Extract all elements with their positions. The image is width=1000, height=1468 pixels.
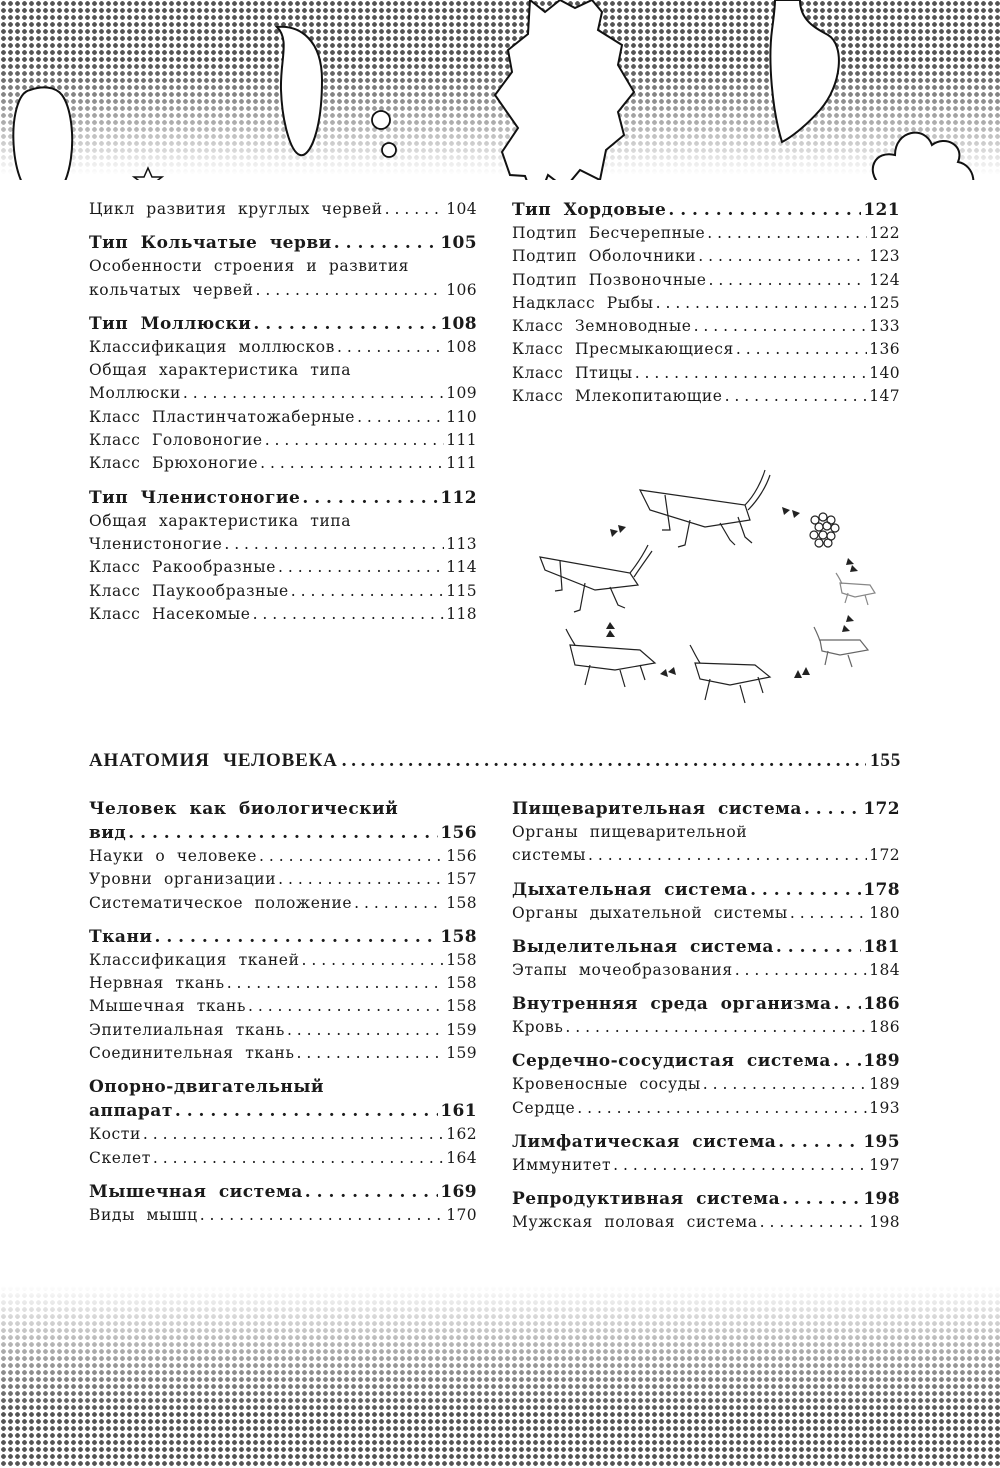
toc-entry[interactable]: Класс Паукообразные . . . 115 bbox=[89, 580, 477, 603]
toc-entry[interactable]: Классификация моллюсков . . . 108 bbox=[89, 336, 477, 359]
toc-entry[interactable]: Мышечная ткань . . . 158 bbox=[89, 995, 477, 1018]
toc-entry[interactable]: Уровни организации . . . 157 bbox=[89, 868, 477, 891]
decorative-shapes bbox=[0, 0, 1000, 180]
toc-group bbox=[512, 1130, 900, 1177]
toc-group bbox=[89, 198, 477, 221]
toc-entry[interactable]: Членистоногие . . . 113 bbox=[89, 533, 477, 556]
toc-heading-line: Человек как биологический bbox=[89, 799, 399, 819]
toc-entry[interactable]: Мужская половая система . . . 198 bbox=[512, 1211, 900, 1234]
toc-entry[interactable]: Моллюски . . . 109 bbox=[89, 382, 477, 405]
grasshopper-adult-icon bbox=[640, 470, 770, 547]
toc-group bbox=[512, 992, 900, 1039]
toc-entry[interactable]: Цикл развития круглых червей . . . 104 bbox=[89, 198, 477, 221]
toc-entry[interactable]: Класс Птицы . . . 140 bbox=[512, 362, 900, 385]
anatomy-right-column bbox=[512, 797, 900, 1245]
toc-group bbox=[89, 312, 477, 476]
grasshopper-nymph-icon bbox=[566, 629, 655, 687]
toc-entry[interactable]: Подтип Позвоночные . . . 124 bbox=[512, 269, 900, 292]
toc-entry[interactable]: Класс Пресмыкающиеся . . . 136 bbox=[512, 338, 900, 361]
toc-entry[interactable]: Подтип Бесчерепные . . . 122 bbox=[512, 222, 900, 245]
halftone-bottom-band bbox=[0, 1285, 1000, 1468]
anatomy-left-column bbox=[89, 797, 477, 1237]
toc-entry[interactable]: Класс Насекомые . . . 118 bbox=[89, 603, 477, 626]
toc-heading[interactable]: вид . . . 156 bbox=[89, 821, 477, 845]
toc-group bbox=[89, 486, 477, 626]
grasshopper-nymph-icon bbox=[814, 627, 868, 667]
toc-entry[interactable]: Класс Головоногие . . . 111 bbox=[89, 429, 477, 452]
toc-entry[interactable]: системы . . . 172 bbox=[512, 844, 900, 867]
toc-entry[interactable]: Органы дыхательной системы . . . 180 bbox=[512, 902, 900, 925]
toc-entry-line: Особенности строения и развития bbox=[89, 257, 409, 276]
toc-entry[interactable]: Систематическое положение . . . 158 bbox=[89, 892, 477, 915]
toc-heading[interactable]: аппарат . . . 161 bbox=[89, 1099, 477, 1123]
toc-heading[interactable]: Сердечно-сосудистая система . . . 189 bbox=[512, 1049, 900, 1073]
toc-entry-line: Органы пищеварительной bbox=[512, 823, 748, 841]
toc-heading[interactable]: Репродуктивная система . . . 198 bbox=[512, 1187, 900, 1211]
toc-heading[interactable]: Пищеварительная система . . . 172 bbox=[512, 797, 900, 821]
toc-entry[interactable]: Класс Земноводные . . . 133 bbox=[512, 315, 900, 338]
toc-entry[interactable]: Иммунитет . . . 197 bbox=[512, 1154, 900, 1177]
toc-entry[interactable]: Науки о человеке . . . 156 bbox=[89, 845, 477, 868]
toc-heading[interactable]: Ткани . . . 158 bbox=[89, 925, 477, 949]
toc-heading[interactable]: Мышечная система . . . 169 bbox=[89, 1180, 477, 1204]
anatomy-section-title[interactable]: АНАТОМИЯ ЧЕЛОВЕКА . . . 155 bbox=[89, 750, 901, 772]
egg-cluster-icon bbox=[810, 513, 839, 547]
toc-entry[interactable]: Сердце . . . 193 bbox=[512, 1097, 900, 1120]
toc-group bbox=[512, 198, 900, 408]
oval-bubble-icon bbox=[13, 87, 72, 180]
toc-heading[interactable]: Тип Хордовые . . . 121 bbox=[512, 198, 900, 222]
grasshopper-nymph-icon bbox=[690, 645, 770, 703]
toc-group bbox=[512, 935, 900, 982]
cloud-icon bbox=[864, 133, 973, 180]
toc-heading-line: Опорно-двигательный bbox=[89, 1077, 324, 1098]
toc-heading[interactable]: Лимфатическая система . . . 195 bbox=[512, 1130, 900, 1154]
toc-heading[interactable]: Внутренняя среда организма . . . 186 bbox=[512, 992, 900, 1016]
teardrop-icon bbox=[277, 27, 322, 155]
small-circle-icon bbox=[372, 111, 390, 129]
toc-entry[interactable]: Класс Млекопитающие . . . 147 bbox=[512, 385, 900, 408]
toc-entry[interactable]: Эпителиальная ткань . . . 159 bbox=[89, 1019, 477, 1042]
toc-entry-line: Общая характеристика типа bbox=[89, 361, 352, 380]
toc-entry[interactable]: Класс Брюхоногие . . . 111 bbox=[89, 452, 477, 475]
toc-entry[interactable]: Класс Ракообразные . . . 114 bbox=[89, 556, 477, 579]
grasshopper-nymph-icon bbox=[836, 573, 875, 605]
toc-entry[interactable]: Соединительная ткань . . . 159 bbox=[89, 1042, 477, 1065]
toc-group bbox=[89, 797, 477, 915]
toc-entry[interactable]: Кровь . . . 186 bbox=[512, 1016, 900, 1039]
toc-group bbox=[512, 1187, 900, 1234]
toc-entry[interactable]: Подтип Оболочники . . . 123 bbox=[512, 245, 900, 268]
grasshopper-adult-icon bbox=[540, 545, 652, 612]
toc-entry[interactable]: Классификация тканей . . . 158 bbox=[89, 949, 477, 972]
toc-entry[interactable]: Надкласс Рыбы . . . 125 bbox=[512, 292, 900, 315]
zoology-right-column bbox=[512, 198, 900, 418]
toc-entry[interactable]: Кровеносные сосуды . . . 189 bbox=[512, 1073, 900, 1096]
toc-group bbox=[512, 878, 900, 925]
zoology-left-column bbox=[89, 198, 477, 636]
toc-group bbox=[89, 1075, 477, 1170]
explosion-burst-icon bbox=[495, 0, 634, 180]
toc-group bbox=[512, 1049, 900, 1120]
heart-icon bbox=[770, 0, 838, 142]
toc-entry[interactable]: Виды мышц . . . 170 bbox=[89, 1204, 477, 1227]
toc-heading[interactable]: Тип Кольчатые черви . . . 105 bbox=[89, 231, 477, 255]
toc-group bbox=[89, 925, 477, 1065]
toc-heading[interactable]: Тип Моллюски . . . 108 bbox=[89, 312, 477, 336]
toc-entry[interactable]: Этапы мочеобразования . . . 184 bbox=[512, 959, 900, 982]
toc-entry[interactable]: Кости . . . 162 bbox=[89, 1123, 477, 1146]
toc-entry[interactable]: кольчатых червей . . . 106 bbox=[89, 279, 477, 302]
toc-heading[interactable]: Тип Членистоногие . . . 112 bbox=[89, 486, 477, 510]
toc-entry[interactable]: Нервная ткань . . . 158 bbox=[89, 972, 477, 995]
toc-entry-line: Общая характеристика типа bbox=[89, 511, 352, 530]
grasshopper-life-cycle-illustration bbox=[530, 465, 890, 720]
small-circle-icon bbox=[382, 143, 396, 157]
toc-heading[interactable]: Выделительная система . . . 181 bbox=[512, 935, 900, 959]
toc-group bbox=[512, 797, 900, 868]
star-icon bbox=[134, 168, 162, 180]
toc-group bbox=[89, 1180, 477, 1227]
toc-group bbox=[89, 231, 477, 302]
toc-entry[interactable]: Класс Пластинчатожаберные . . . 110 bbox=[89, 406, 477, 429]
toc-entry[interactable]: Скелет . . . 164 bbox=[89, 1147, 477, 1170]
toc-heading[interactable]: Дыхательная система . . . 178 bbox=[512, 878, 900, 902]
